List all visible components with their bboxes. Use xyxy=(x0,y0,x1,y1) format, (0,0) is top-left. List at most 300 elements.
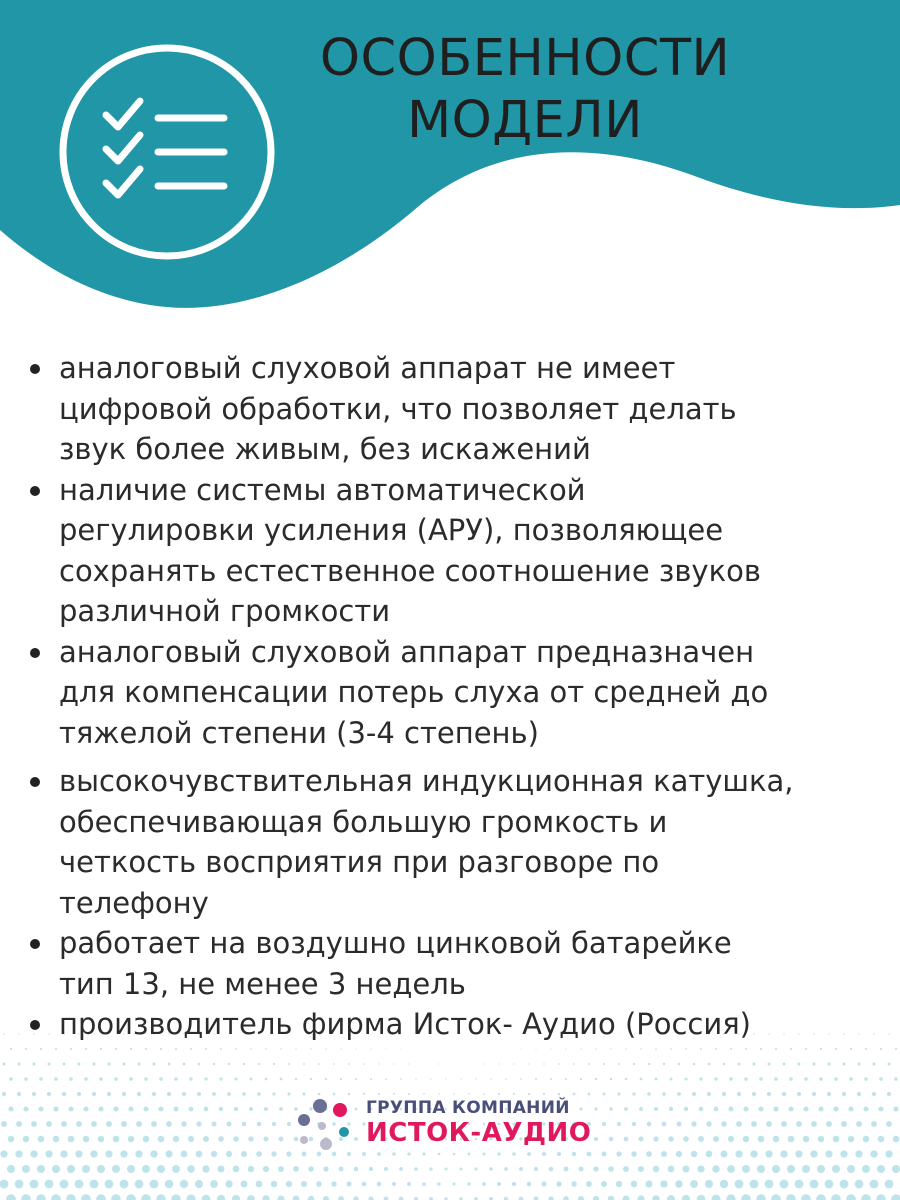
decor-dot xyxy=(870,1180,879,1189)
decor-dot xyxy=(871,1121,877,1127)
decor-dot xyxy=(108,1063,111,1066)
decor-dot xyxy=(765,1150,772,1157)
decor-dot xyxy=(248,1166,255,1173)
decor-dot xyxy=(295,1048,297,1050)
decor-dot xyxy=(271,1151,276,1156)
decor-dot xyxy=(873,1063,876,1066)
decor-dot xyxy=(444,1167,447,1170)
decor-dot xyxy=(22,1165,30,1173)
decor-dot xyxy=(30,1180,39,1189)
decor-dot xyxy=(631,1151,637,1157)
decor-dot xyxy=(715,1048,717,1050)
page-title xyxy=(300,28,750,152)
decor-dot xyxy=(62,1092,66,1096)
decor-dot xyxy=(737,1092,741,1096)
decor-dot xyxy=(782,1092,786,1096)
decor-dot xyxy=(340,1078,342,1080)
decor-dot xyxy=(678,1063,680,1065)
bullet-icon xyxy=(30,777,40,787)
feature-line: наличие системы автоматической xyxy=(59,472,586,507)
decor-dot xyxy=(625,1078,628,1081)
decor-dot xyxy=(92,1092,96,1096)
decor-dot xyxy=(617,1122,621,1126)
decor-dot xyxy=(729,1107,734,1112)
decor-dot xyxy=(384,1197,389,1200)
decor-dot xyxy=(712,1165,719,1172)
decor-dot xyxy=(51,1194,61,1200)
decor-dot xyxy=(257,1122,262,1127)
decor-dot xyxy=(595,1078,597,1080)
decor-dot xyxy=(653,1136,658,1141)
decor-dot xyxy=(543,1063,545,1065)
logo-group-text: ГРУППА КОМПАНИЙ xyxy=(366,1098,570,1118)
decor-dot xyxy=(362,1182,367,1187)
decor-dot xyxy=(601,1151,606,1156)
decor-dot xyxy=(165,1150,172,1157)
decor-dot xyxy=(520,1048,521,1049)
decor-dot xyxy=(46,1121,52,1127)
decor-dot xyxy=(533,1196,538,1200)
decor-dot xyxy=(127,1165,135,1173)
decor-dot xyxy=(610,1078,613,1081)
decor-dot xyxy=(610,1048,611,1049)
decor-dot xyxy=(750,1150,757,1157)
decor-dot xyxy=(120,1150,127,1157)
decor-dot xyxy=(655,1048,657,1050)
decor-dot xyxy=(37,1165,45,1173)
decor-dot xyxy=(698,1136,704,1142)
decor-dot xyxy=(55,1048,57,1050)
decor-dot xyxy=(888,1063,891,1066)
decor-dot xyxy=(820,1048,822,1050)
decor-dot xyxy=(85,1048,87,1050)
decor-dot xyxy=(818,1106,823,1111)
decor-dot xyxy=(594,1137,598,1141)
decor-dot xyxy=(99,1077,103,1081)
decor-dot xyxy=(669,1107,673,1111)
decor-dot xyxy=(756,1194,766,1200)
features-list xyxy=(28,348,888,1045)
decor-dot xyxy=(766,1121,772,1127)
decor-dot xyxy=(316,1181,322,1187)
decor-dot xyxy=(204,1107,209,1112)
feature-line: высокочувствительная индукционная катушка, xyxy=(59,764,794,798)
decor-dot xyxy=(120,1180,129,1189)
decor-dot xyxy=(856,1121,862,1127)
decor-dot xyxy=(857,1092,861,1096)
decor-dot xyxy=(705,1180,713,1188)
decor-dot xyxy=(726,1194,735,1200)
decor-dot xyxy=(414,1167,418,1171)
decor-dot xyxy=(122,1092,126,1096)
decor-dot xyxy=(438,1063,439,1064)
decor-dot xyxy=(234,1077,237,1080)
decor-dot xyxy=(152,1092,156,1096)
decor-dot xyxy=(758,1106,763,1111)
decor-dot xyxy=(848,1136,855,1143)
list-item xyxy=(28,470,888,632)
decor-dot xyxy=(677,1092,681,1096)
title-line-1: ОСОБЕННОСТИ xyxy=(319,29,731,88)
decor-dot xyxy=(9,1077,13,1081)
decor-dot xyxy=(833,1106,838,1111)
decor-dot xyxy=(138,1063,141,1066)
decor-dot xyxy=(369,1167,373,1171)
decor-dot xyxy=(98,1136,105,1143)
decor-dot xyxy=(248,1136,253,1141)
feature-line: аналоговый слуховой аппарат предназначен xyxy=(59,634,755,669)
decor-dot xyxy=(835,1048,837,1050)
decor-dot xyxy=(878,1106,883,1111)
decor-dot xyxy=(452,1182,455,1185)
decor-dot xyxy=(810,1150,817,1157)
decor-dot xyxy=(107,1092,111,1096)
decor-dot xyxy=(219,1107,223,1111)
decor-dot xyxy=(753,1063,756,1066)
decor-dot xyxy=(121,1121,127,1127)
decor-dot xyxy=(712,1195,721,1200)
decor-dot xyxy=(173,1136,179,1142)
decor-dot xyxy=(323,1166,328,1171)
decor-dot xyxy=(879,1077,883,1081)
list-item xyxy=(28,1004,888,1045)
decor-dot xyxy=(595,1048,596,1049)
decor-dot xyxy=(48,1063,51,1066)
decor-dot xyxy=(683,1166,690,1173)
decor-dot xyxy=(354,1167,359,1172)
decor-dot xyxy=(83,1106,88,1111)
decor-dot xyxy=(475,1078,476,1079)
decor-dot xyxy=(721,1121,727,1127)
decor-dot xyxy=(573,1063,575,1065)
decor-dot xyxy=(775,1048,777,1050)
decor-dot xyxy=(780,1180,789,1189)
decor-dot xyxy=(126,1194,136,1200)
decor-dot xyxy=(714,1077,717,1080)
decor-dot xyxy=(226,1151,232,1157)
decor-dot xyxy=(235,1048,237,1050)
decor-dot xyxy=(33,1063,36,1066)
decor-dot xyxy=(691,1151,698,1158)
decor-dot xyxy=(534,1167,538,1171)
decor-dot xyxy=(632,1092,635,1095)
decor-dot xyxy=(392,1182,396,1186)
decor-dot xyxy=(692,1092,696,1096)
decor-dot xyxy=(699,1077,702,1080)
decor-dot xyxy=(758,1136,765,1143)
decor-dot xyxy=(774,1077,778,1081)
decor-dot xyxy=(10,1048,12,1050)
decor-dot xyxy=(115,1048,117,1050)
decor-dot xyxy=(38,1106,43,1111)
decor-dot xyxy=(602,1092,605,1095)
decor-dot xyxy=(872,1092,876,1096)
decor-dot xyxy=(76,1121,82,1127)
decor-dot xyxy=(519,1197,524,1200)
title-line-2: МОДЕЛИ xyxy=(407,91,643,150)
decor-dot xyxy=(158,1106,163,1111)
decor-dot xyxy=(759,1077,763,1081)
decor-dot xyxy=(228,1063,230,1065)
decor-dot xyxy=(876,1194,886,1200)
decor-dot xyxy=(810,1180,819,1189)
decor-dot xyxy=(858,1063,861,1066)
decor-dot xyxy=(227,1122,232,1127)
decor-dot xyxy=(880,1048,882,1050)
decor-dot xyxy=(288,1063,290,1065)
decor-dot xyxy=(722,1092,726,1096)
decor-dot xyxy=(263,1136,268,1141)
decor-dot xyxy=(8,1106,13,1111)
decor-dot xyxy=(113,1136,120,1143)
decor-dot xyxy=(603,1063,605,1065)
decor-dot xyxy=(885,1150,892,1157)
decor-dot xyxy=(736,1121,742,1127)
decor-dot xyxy=(631,1181,638,1188)
feature-line: аналоговый слуховой аппарат не имеет xyxy=(59,351,676,385)
decor-dot xyxy=(150,1150,157,1157)
decor-dot xyxy=(75,1150,82,1157)
decor-dot xyxy=(247,1195,255,1200)
decor-dot xyxy=(652,1195,660,1200)
decor-dot xyxy=(638,1166,644,1172)
decor-dot xyxy=(743,1106,748,1111)
decor-dot xyxy=(407,1182,411,1186)
decor-dot xyxy=(788,1136,795,1143)
decor-dot xyxy=(593,1196,599,1200)
decor-dot xyxy=(213,1063,216,1066)
decor-dot xyxy=(70,1048,72,1050)
decor-dot xyxy=(82,1165,90,1173)
decor-dot xyxy=(202,1195,211,1200)
decor-dot xyxy=(81,1194,91,1200)
decor-dot xyxy=(783,1063,786,1066)
decor-dot xyxy=(625,1048,627,1050)
decor-dot xyxy=(847,1165,855,1173)
decor-dot xyxy=(385,1078,387,1080)
decor-dot xyxy=(303,1063,305,1065)
decor-dot xyxy=(842,1092,846,1096)
decor-dot xyxy=(151,1121,157,1127)
decor-dot xyxy=(699,1107,704,1112)
decor-dot xyxy=(549,1167,554,1172)
decor-dot xyxy=(697,1195,706,1200)
decor-dot xyxy=(624,1107,628,1111)
decor-dot xyxy=(512,1182,516,1186)
decor-dot xyxy=(157,1165,165,1173)
decor-dot xyxy=(742,1165,750,1173)
decor-dot xyxy=(453,1063,454,1064)
decor-dot xyxy=(586,1181,592,1187)
decor-dot xyxy=(385,1048,386,1049)
decor-dot xyxy=(467,1182,470,1185)
decor-dot xyxy=(156,1194,166,1200)
decor-dot xyxy=(706,1121,711,1126)
decor-dot xyxy=(648,1063,650,1065)
decor-dot xyxy=(840,1180,849,1189)
decor-dot xyxy=(817,1165,825,1173)
decor-dot xyxy=(355,1048,356,1049)
decor-dot xyxy=(750,1180,759,1189)
decor-dot xyxy=(445,1078,446,1079)
decor-dot xyxy=(855,1180,864,1189)
decor-dot xyxy=(36,1194,46,1200)
decor-dot xyxy=(265,1048,267,1050)
decor-dot xyxy=(91,1121,97,1127)
decor-dot xyxy=(168,1063,171,1066)
decor-dot xyxy=(217,1195,225,1200)
decor-dot xyxy=(818,1136,825,1143)
decor-dot xyxy=(745,1048,747,1050)
decor-dot xyxy=(272,1122,276,1126)
feature-line: регулировки усиления (АРУ), позволяющее xyxy=(59,513,724,547)
decor-dot xyxy=(527,1182,532,1187)
decor-dot xyxy=(174,1107,179,1112)
decor-dot xyxy=(333,1063,335,1065)
decor-dot xyxy=(17,1092,21,1096)
decor-dot xyxy=(602,1122,606,1126)
decor-dot xyxy=(67,1165,75,1173)
decor-dot xyxy=(646,1181,653,1188)
decor-dot xyxy=(548,1196,553,1200)
decor-dot xyxy=(60,1150,67,1157)
decor-dot xyxy=(594,1107,597,1110)
decor-dot xyxy=(272,1092,275,1095)
decor-dot xyxy=(3,1033,4,1034)
decor-dot xyxy=(40,1048,42,1050)
decor-dot xyxy=(608,1196,615,1200)
decor-dot xyxy=(825,1150,832,1157)
decor-dot xyxy=(197,1092,201,1096)
decor-dot xyxy=(423,1063,424,1064)
decor-dot xyxy=(504,1167,508,1171)
decor-dot xyxy=(63,1063,66,1066)
decor-dot xyxy=(45,1180,54,1189)
decor-dot xyxy=(670,1078,673,1081)
decor-dot xyxy=(802,1165,810,1173)
decor-dot xyxy=(111,1194,121,1200)
decor-dot xyxy=(220,1048,222,1050)
decor-dot xyxy=(632,1122,636,1126)
decor-dot xyxy=(558,1063,560,1065)
decor-dot xyxy=(850,1048,852,1050)
decor-dot xyxy=(105,1150,112,1157)
decor-dot xyxy=(308,1196,314,1200)
decor-dot xyxy=(378,1063,379,1064)
decor-dot xyxy=(61,1121,67,1127)
decor-dot xyxy=(323,1196,329,1200)
decor-dot xyxy=(789,1077,793,1081)
decor-dot xyxy=(105,1180,114,1189)
decor-dot xyxy=(153,1063,156,1066)
feature-line: обеспечивающая большую громкость и xyxy=(59,804,668,839)
decor-dot xyxy=(250,1078,253,1081)
decor-dot xyxy=(160,1048,162,1050)
feature-line: телефону xyxy=(59,885,209,920)
decor-dot xyxy=(8,1136,15,1143)
decor-dot xyxy=(210,1180,218,1188)
list-item xyxy=(28,632,888,754)
decor-dot xyxy=(190,1048,192,1050)
decor-dot xyxy=(623,1166,629,1172)
decor-dot xyxy=(52,1165,60,1173)
decor-dot xyxy=(640,1048,642,1050)
feature-line: тяжелой степени (3-4 степень) xyxy=(59,715,539,750)
decor-dot xyxy=(203,1136,209,1142)
decor-dot xyxy=(505,1078,507,1080)
decor-dot xyxy=(262,1195,269,1200)
decor-dot xyxy=(886,1121,892,1127)
decor-dot xyxy=(142,1165,150,1173)
decor-dot xyxy=(843,1063,846,1066)
decor-dot xyxy=(798,1063,801,1066)
feature-line: производитель фирма Исток- Аудио (Россия) xyxy=(59,1007,751,1041)
decor-dot xyxy=(18,1063,21,1066)
decor-dot xyxy=(188,1136,194,1142)
decor-dot xyxy=(112,1165,120,1173)
decor-dot xyxy=(894,1077,898,1081)
decor-dot xyxy=(550,1048,551,1049)
bullet-icon xyxy=(30,486,40,496)
decor-dot xyxy=(198,1063,201,1066)
decor-dot xyxy=(217,1165,224,1172)
decor-dot xyxy=(100,1048,102,1050)
decor-dot xyxy=(609,1107,613,1111)
feature-line: цифровой обработки, что позволяет делать xyxy=(59,391,737,426)
decor-dot xyxy=(707,1092,711,1096)
decor-dot xyxy=(18,1033,19,1034)
company-logo xyxy=(292,1088,592,1158)
decor-dot xyxy=(363,1063,365,1065)
bullet-icon xyxy=(30,939,40,949)
decor-dot xyxy=(863,1136,870,1143)
decor-dot xyxy=(826,1121,832,1127)
decor-dot xyxy=(53,1136,60,1143)
decor-dot xyxy=(135,1150,142,1157)
decor-dot xyxy=(498,1063,499,1064)
decor-dot xyxy=(861,1194,871,1200)
bullet-icon xyxy=(30,364,40,374)
decor-dot xyxy=(393,1063,394,1064)
decor-dot xyxy=(887,1092,891,1096)
decor-dot xyxy=(578,1196,584,1200)
decor-dot xyxy=(654,1107,658,1111)
decor-dot xyxy=(780,1150,787,1157)
decor-dot xyxy=(172,1165,180,1173)
decor-dot xyxy=(490,1078,492,1080)
decor-dot xyxy=(84,1077,88,1081)
decor-dot xyxy=(263,1166,269,1172)
decor-dot xyxy=(668,1166,675,1173)
decor-dot xyxy=(256,1151,262,1157)
decor-dot xyxy=(32,1092,36,1096)
feature-line: различной громкости xyxy=(59,594,391,628)
decor-dot xyxy=(339,1167,344,1172)
decor-dot xyxy=(816,1194,826,1200)
decor-dot xyxy=(840,1150,847,1157)
decor-dot xyxy=(68,1136,75,1143)
decor-dot xyxy=(708,1063,711,1066)
decor-dot xyxy=(233,1166,240,1173)
decor-dot xyxy=(0,1180,8,1189)
decor-dot xyxy=(15,1150,22,1157)
decor-dot xyxy=(279,1137,284,1142)
decor-dot xyxy=(556,1181,561,1186)
decor-dot xyxy=(609,1137,614,1142)
decor-dot xyxy=(655,1078,658,1081)
decor-dot xyxy=(682,1195,690,1200)
decor-dot xyxy=(174,1077,178,1081)
